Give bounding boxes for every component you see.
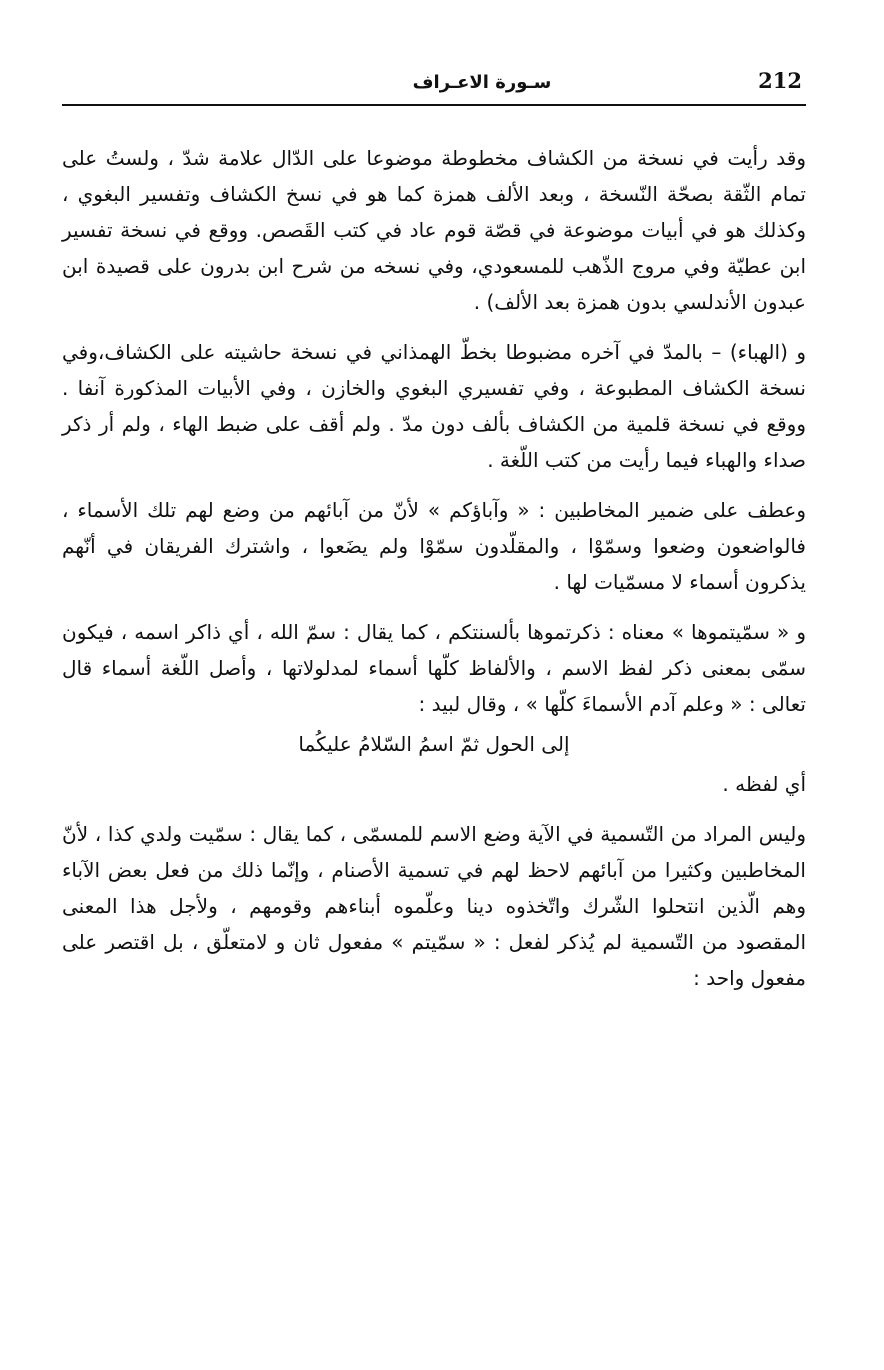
surah-title: سـورة الاعـراف [412,72,552,93]
paragraph-5: وليس المراد من التّسمية في الآية وضع الاسم للمسمّى ، كما يقال : سمّيت ولدي كذا ، لأنّ المخاطبين وكثيرا من آبائهم لاحظ لهم في تسمية الأصنام ، وإنّما ذلك من فعل بعض الآباء وهم الّذين انتحلوا الشّرك واتّخذوه دينا وعلّموه أبناءهم وقومهم ، ولأجل هذا المعنى المقصود من التّسمية لم يُذكر لفعل : « سمّيتم » مفعول ثان و لامتعلّق ، بل اقتصر على مفعول واحد : [62,822,806,990]
paragraph-4: و « سمّيتموها » معناه : ذكرتموها بألسنتكم ، كما يقال : سمّ الله ، أي ذاكر اسمه ، فيكون سمّى بمعنى ذكر لفظ الاسم ، والألفاظ كلّها أسماء لمدلولاتها ، وأصل اللّغة أسماء قال تعالى : « وعلم آدم الأسماءَ كلّها » ، وقال لبيد : [62,620,806,716]
page-header [62,66,806,106]
poetry-verse: إلى الحول ثمّ اسمُ السّلامُ عليكُما [298,732,570,756]
paragraph-2: و (الهباء) – بالمدّ في آخره مضبوطا بخطّ الهمذاني في نسخة حاشيته على الكشاف،وفي نسخة الكشاف المطبوعة ، وفي تفسيري البغوي والخازن ، وفي الأبيات المذكورة آنفا . ووقع في نسخة قلمية من الكشاف بألف دون مدّ . ولم أقف على ضبط الهاء ، ولم أر ذكر صداء والهباء فيما رأيت من كتب اللّغة . [62,340,806,472]
page-number: 212 [758,68,802,93]
paragraph-3: وعطف على ضمير المخاطبين : « وآباؤكم » لأنّ من آبائهم من وضع لهم تلك الأسماء ، فالواضعون وضعوا وسمّوْا ، والمقلّدون سمّوْا ولم يضَعوا ، واشترك الفريقان في أنّهم يذكرون أسماء لا مسمّيات لها . [62,498,806,594]
paragraph-1: وقد رأيت في نسخة من الكشاف مخطوطة موضوعا على الدّال علامة شدّ ، ولستُ على تمام الثّقة بصحّة النّسخة ، وبعد الألف همزة كما هو في نسخ الكشاف وتفسير البغوي ، وكذلك هو في أبيات موضوعة في قصّة قوم عاد في كتب القَصص. ووقع في نسخة تفسير ابن عطيّة وفي مروج الذّهب للمسعودي، وفي نسخه من شرح ابن بدرون على قصيدة ابن عبدون الأندلسي بدون همزة بعد الألف) . [62,146,806,314]
verse-explanation: أي لفظه . [722,772,806,796]
page-body [62,140,806,1010]
